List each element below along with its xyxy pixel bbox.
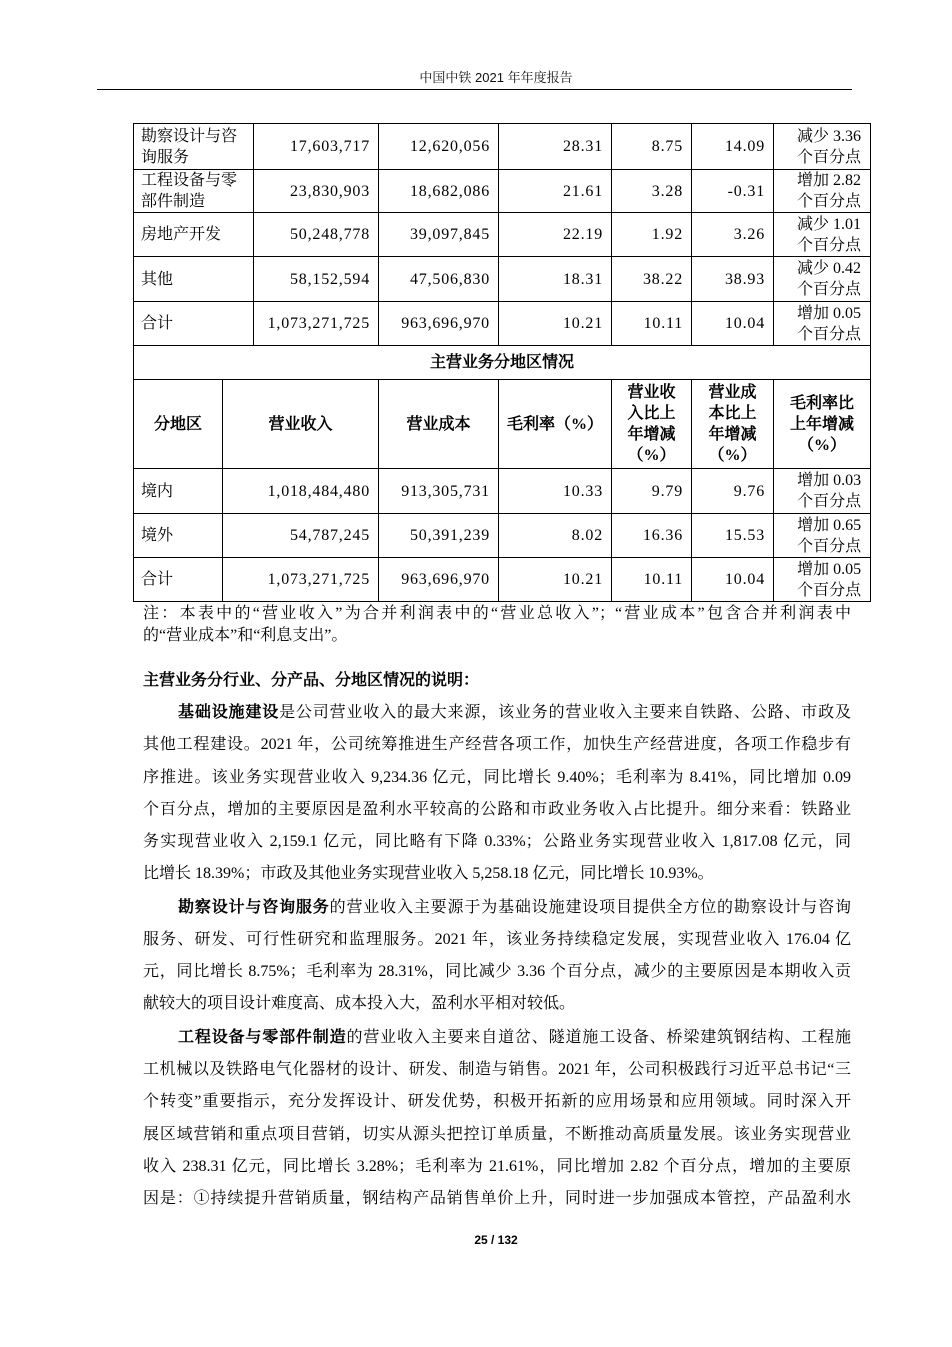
region-name-cell: 境外 bbox=[134, 514, 223, 558]
margin-change-text: 减少 3.36 个百分点 bbox=[796, 127, 861, 166]
segment-name: 其他 bbox=[141, 270, 174, 288]
paragraph-equipment-manufacturing bbox=[143, 1022, 851, 1215]
paragraph-line bbox=[143, 892, 851, 924]
cost-change-header-cell bbox=[692, 380, 774, 469]
margin-change-cell bbox=[774, 257, 871, 302]
cost-change-cell: 15.53 bbox=[692, 514, 774, 558]
segment-name: 勘察设计与咨询服务 bbox=[141, 127, 238, 166]
cost-change-cell: 3.26 bbox=[692, 213, 774, 257]
margin-change-cell bbox=[774, 124, 871, 170]
paragraph-line: 务实现营业收入 2,159.1 亿元，同比略有下降 0.33%；公路业务实现营业收入 1,817.08 亿元，同 bbox=[143, 832, 851, 850]
margin-change-cell bbox=[774, 302, 871, 346]
cost-cell: 18,682,086 bbox=[379, 170, 499, 213]
header-rule bbox=[97, 89, 852, 90]
revenue-cell: 54,787,245 bbox=[223, 514, 379, 558]
margin-change-text: 减少 0.42 个百分点 bbox=[796, 260, 861, 298]
paragraph-line: 个百分点，增加的主要原因是盈利水平较高的公路和市政业务收入占比提升。细分来看：铁路业 bbox=[143, 800, 851, 818]
paragraph-text: 是公司营业收入的最大来源，该业务的营业收入主要来自铁路、公路、市政及 bbox=[279, 704, 851, 722]
gross-margin-cell: 10.21 bbox=[499, 558, 612, 602]
revenue-cell: 17,603,717 bbox=[254, 124, 379, 170]
report-body bbox=[143, 603, 851, 1215]
margin-change-cell bbox=[774, 558, 871, 602]
segment-name-cell bbox=[134, 257, 254, 302]
gross-margin-header-cell: 毛利率（%） bbox=[499, 380, 612, 469]
segment-name-cell bbox=[134, 213, 254, 257]
region-name-cell: 合计 bbox=[134, 558, 223, 602]
table-header-row bbox=[134, 380, 871, 469]
table-row bbox=[134, 170, 871, 213]
cost-change-cell: 14.09 bbox=[692, 124, 774, 170]
cost-change-header-text: 营业成本比上年增减（%） bbox=[708, 384, 757, 464]
gross-margin-cell: 18.31 bbox=[499, 257, 612, 302]
cost-change-cell: 38.93 bbox=[692, 257, 774, 302]
revenue-cell: 23,830,903 bbox=[254, 170, 379, 213]
cost-cell: 913,305,731 bbox=[379, 469, 499, 514]
cost-change-cell: 9.76 bbox=[692, 469, 774, 514]
margin-change-text: 减少 1.01 个百分点 bbox=[796, 215, 861, 254]
segment-name: 房地产开发 bbox=[141, 226, 222, 243]
cost-cell: 963,696,970 bbox=[379, 558, 499, 602]
revenue-cell: 50,248,778 bbox=[254, 213, 379, 257]
revenue-change-header-text: 营业收入比上年增减（%） bbox=[627, 384, 676, 464]
paragraph-survey-design bbox=[143, 892, 851, 1021]
revenue-change-cell: 10.11 bbox=[612, 302, 692, 346]
paragraph-line: 元，同比增长 8.75%；毛利率为 28.31%，同比减少 3.36 个百分点，减少的主要原因是本期收入贡 bbox=[143, 963, 851, 981]
margin-change-text: 增加 2.82 个百分点 bbox=[796, 172, 861, 210]
paragraph-line: 个转变”重要指示，充分发挥设计、研发优势，积极开拓新的应用场景和应用领域。同时深入开 bbox=[143, 1093, 851, 1111]
table-row bbox=[134, 124, 871, 170]
margin-change-cell bbox=[774, 514, 871, 558]
segment-name: 合计 bbox=[141, 315, 174, 332]
cost-cell: 963,696,970 bbox=[379, 302, 499, 346]
page-number: 25 / 132 bbox=[474, 1233, 518, 1247]
revenue-change-cell: 10.11 bbox=[612, 558, 692, 602]
paragraph-line: 比增长 18.39%；市政及其他业务实现营业收入 5,258.18 亿元，同比增长 10.93%。 bbox=[143, 865, 714, 883]
paragraph-lead: 基础设施建设 bbox=[178, 704, 280, 722]
table-row bbox=[134, 213, 871, 257]
cost-cell: 12,620,056 bbox=[379, 124, 499, 170]
region-table-title: 主营业务分地区情况 bbox=[134, 346, 871, 380]
segment-name-cell bbox=[134, 170, 254, 213]
cost-header-cell: 营业成本 bbox=[379, 380, 499, 469]
table-note-line: 注：本表中的“营业收入”为合并利润表中的“营业总收入”；“营业成本”包含合并利润表中 bbox=[143, 605, 851, 622]
paragraph-line: 因是：①持续提升营销质量，钢结构产品销售单价上升，同时进一步加强成本管控，产品盈利水 bbox=[143, 1190, 851, 1207]
margin-change-text: 增加 0.05 个百分点 bbox=[796, 304, 861, 343]
revenue-change-cell: 8.75 bbox=[612, 124, 692, 170]
section-heading: 主营业务分行业、分产品、分地区情况的说明： bbox=[143, 672, 480, 689]
margin-change-cell bbox=[774, 213, 871, 257]
segment-name-cell bbox=[134, 302, 254, 346]
cost-change-cell: 10.04 bbox=[692, 558, 774, 602]
segment-table bbox=[133, 123, 871, 346]
cost-change-cell: -0.31 bbox=[692, 170, 774, 213]
margin-change-text: 增加 0.03 个百分点 bbox=[797, 472, 862, 510]
table-row bbox=[134, 302, 871, 346]
revenue-cell: 1,018,484,480 bbox=[223, 469, 379, 514]
revenue-cell: 1,073,271,725 bbox=[254, 302, 379, 346]
gross-margin-cell: 21.61 bbox=[499, 170, 612, 213]
region-name-cell: 境内 bbox=[134, 469, 223, 514]
gross-margin-cell: 28.31 bbox=[499, 124, 612, 170]
cost-cell: 50,391,239 bbox=[379, 514, 499, 558]
paragraph-line bbox=[143, 697, 851, 729]
cost-cell: 47,506,830 bbox=[379, 257, 499, 302]
margin-change-header-text: 毛利率比上年增减（%） bbox=[790, 394, 855, 454]
paragraph-line: 服务、研发、可行性研究和监理服务。2021 年，该业务持续稳定发展，实现营业收入 176.04 亿 bbox=[143, 931, 851, 948]
revenue-change-header-cell bbox=[612, 380, 692, 469]
gross-margin-cell: 22.19 bbox=[499, 213, 612, 257]
segment-name: 工程设备与零部件制造 bbox=[141, 172, 238, 210]
revenue-change-cell: 3.28 bbox=[612, 170, 692, 213]
paragraph-line: 工机械以及铁路电气化器材的设计、研发、制造与销售。2021 年，公司积极践行习近平总书记“三 bbox=[143, 1061, 851, 1079]
revenue-change-cell: 9.79 bbox=[612, 469, 692, 514]
cost-cell: 39,097,845 bbox=[379, 213, 499, 257]
revenue-change-cell: 38.22 bbox=[612, 257, 692, 302]
paragraph-lead: 工程设备与零部件制造 bbox=[178, 1029, 347, 1047]
gross-margin-cell: 10.21 bbox=[499, 302, 612, 346]
revenue-cell: 1,073,271,725 bbox=[223, 558, 379, 602]
revenue-change-cell: 16.36 bbox=[612, 514, 692, 558]
paragraph-line: 序推进。该业务实现营业收入 9,234.36 亿元，同比增长 9.40%；毛利率为 8.41%，同比增加 0.09 bbox=[143, 768, 851, 786]
paragraph-line: 展区域营销和重点项目营销，切实从源头把控订单质量，不断推动高质量发展。该业务实现营业 bbox=[143, 1125, 851, 1143]
paragraph-infrastructure bbox=[143, 697, 851, 890]
table-row bbox=[134, 257, 871, 302]
gross-margin-cell: 8.02 bbox=[499, 514, 612, 558]
margin-change-cell bbox=[774, 170, 871, 213]
segment-name-cell bbox=[134, 124, 254, 170]
margin-change-cell bbox=[774, 469, 871, 514]
table-row bbox=[134, 469, 871, 514]
paragraph-lead: 勘察设计与咨询服务 bbox=[178, 898, 330, 916]
table-note-line: 的“营业成本”和“利息支出”。 bbox=[143, 627, 348, 644]
page-header-title: 中国中铁 2021 年年度报告 bbox=[419, 70, 573, 85]
business-tables bbox=[133, 123, 870, 602]
paragraph-text: 的营业收入主要来自道岔、隧道施工设备、桥梁建筑钢结构、工程施 bbox=[346, 1029, 851, 1047]
paragraph-line: 其他工程建设。2021 年，公司统筹推进生产经营各项工作，加快生产经营进度，各项工作稳步有 bbox=[143, 736, 851, 754]
table-row bbox=[134, 558, 871, 602]
revenue-cell: 58,152,594 bbox=[254, 257, 379, 302]
margin-change-text: 增加 0.05 个百分点 bbox=[797, 560, 862, 599]
region-table bbox=[133, 345, 871, 602]
paragraph-text: 的营业收入主要源于为基础设施建设项目提供全方位的勘察设计与咨询 bbox=[329, 898, 851, 916]
paragraph-line bbox=[143, 1022, 851, 1054]
revenue-header-cell: 营业收入 bbox=[223, 380, 379, 469]
cost-change-cell: 10.04 bbox=[692, 302, 774, 346]
region-header-cell: 分地区 bbox=[134, 380, 223, 469]
margin-change-header-cell bbox=[774, 380, 871, 469]
paragraph-line: 收入 238.31 亿元，同比增长 3.28%；毛利率为 21.61%，同比增加 2.82 个百分点，增加的主要原 bbox=[143, 1157, 851, 1175]
gross-margin-cell: 10.33 bbox=[499, 469, 612, 514]
table-title-row bbox=[134, 346, 871, 380]
margin-change-text: 增加 0.65 个百分点 bbox=[797, 516, 862, 555]
table-row bbox=[134, 514, 871, 558]
revenue-change-cell: 1.92 bbox=[612, 213, 692, 257]
paragraph-line: 献较大的项目设计难度高、成本投入大，盈利水平相对较低。 bbox=[143, 995, 576, 1013]
